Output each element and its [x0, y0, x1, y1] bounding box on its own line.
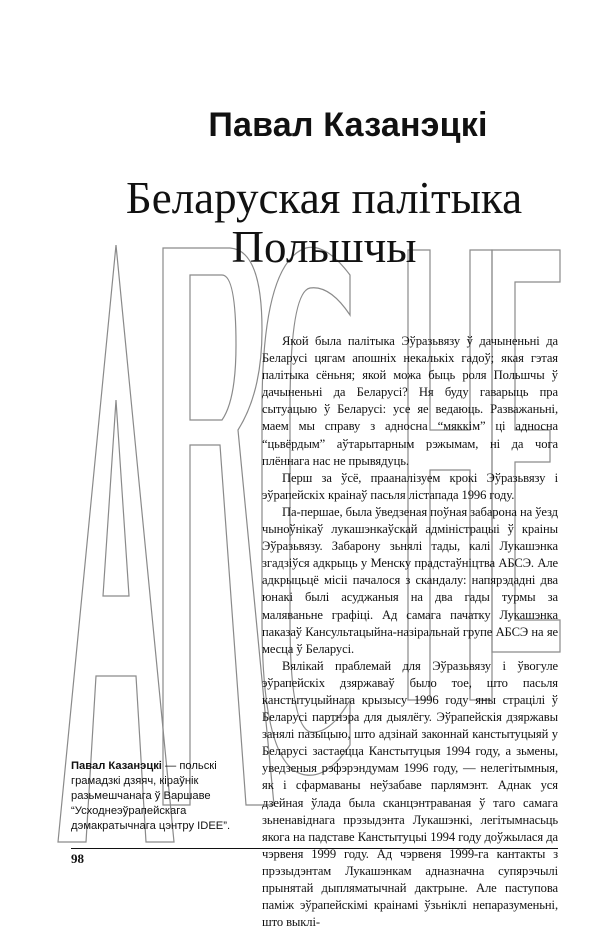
paragraph: Якой была палітыка Эўразьвязу ў дачыненьні да Беларусі цягам апошніх некалькіх гадоў; якая гэтая палітыка сёньня; якой можа быць роля Польшчы ў дачыненьні да Беларусі? Ня буду гаварыць пра сытуацыю ў Беларусі: усе яе ведаюць. Разважаньні, маем мы справу з адноснa “мяккім” ці адносна “цьвёрдым” аўтарытарным рэжымам, ні да чога плённага нас не прывядуць.: [262, 334, 558, 468]
footer-divider: [71, 848, 558, 849]
page-number: 98: [71, 851, 84, 866]
bio-name: Павал Казанэцкі: [71, 760, 162, 772]
author-name: Павал Казанэцкі: [208, 106, 488, 144]
paragraph: Перш за ўсё, прааналізуем крокі Эўразьвязу і эўрапейскіх краінаў пасьля лістапада 1996 году.: [262, 470, 558, 502]
article-body: [262, 333, 558, 931]
article-title: [24, 174, 600, 272]
bio-text: — польскі грамадзкі дзяяч, кіраўнік разьмешчанага ў Варшаве “Усходнеэўрапейскага дэмакратычнага цэнтру IDEE”.: [71, 760, 231, 832]
paragraph: Па-першае, была ўведзеная поўная забарона на ўезд чыноўнікаў лукашэнкаўскай адміністрацыі ў краіны Эўразьвязу. Забарону зьнялі тады, калі Лукашэнка згадзіўся адкрыць у Менску прадстаўніцтва АБСЭ. Але адкрыцьцё місіі пачалося з скандалу: напярэдадні два юнакі былі асуджаныя на два гады турмы за маляваньне графіці. Ад самага пачатку Лукашэнка паказаў Кансультацыйна-назіральнай групе АБСЭ на яе месца ў Беларусі.: [262, 504, 558, 656]
title-line: Беларуская палітыка: [125, 173, 523, 223]
title-line: Польшчы: [231, 222, 417, 272]
author-bio: [71, 759, 251, 834]
paragraph: Вялікай праблемай для Эўразьвязу і ўвогуле эўрапейскіх дзяржаваў было тое, што пасьля канстытуцыйнага крызысу 1996 году яны страцілі ў Беларусі партнэра для дыялёгу. Эўрапейскія дзяржавы занялі пазыцыю, што адзінай законнай канстытуцыяй у Беларусі застаецца Канстытуцыя 1994 году, а зьмены, уведзеныя рэфэрэндумам 1996 году, — нелегітымныя, як і сфармаваны неўзабаве парлямэнт. Аднак уся дзейная ўлада была сканцэнтраваная ў таго самага зьненавіднага прэзыдэнта Лукашэнкі, легітымнасьць якога на падставе Канстытуцыі 1994 году доўжылася да чэрвеня 1999 году. Ад чэрвеня 1999-га кантакты з прэзыдэнтам Лукашэнкам адназначна супярэчылі прынятай дыпляматычнай дактрыне. Але паступова паміж эўрапейскімі краінамі ўзьніклі непаразуменьні, што выклі-: [262, 658, 558, 930]
